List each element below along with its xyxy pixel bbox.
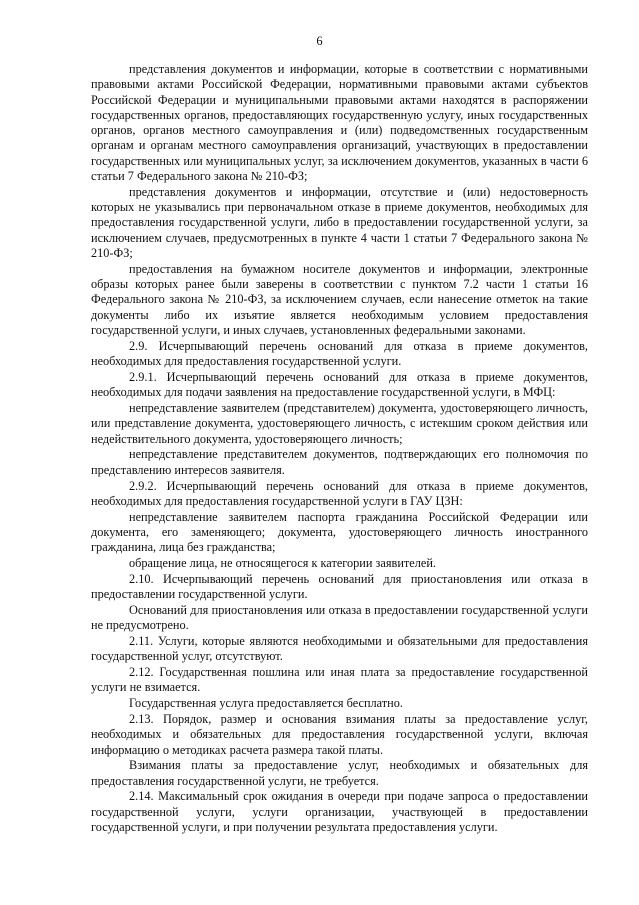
paragraph: Взимания платы за предоставление услуг, необходимых и обязательных для предоставления государственной услуги, не требуется. [91,758,588,788]
paragraph: 2.10. Исчерпывающий перечень оснований для приостановления или отказа в предоставлении государственной услуги. [91,571,588,602]
paragraph: 2.9.2. Исчерпывающий перечень оснований для отказа в приеме документов, необходимых для предоставления государственной услуги в ГАУ ЦЗН: [91,478,588,508]
paragraph: 2.14. Максимальный срок ожидания в очереди при подаче запроса о предоставлении государственной услуги, услуги организации, участвующей в предоставлении государственной услуги, и при получении результата предоставления услуги. [91,789,588,835]
paragraph: 2.9.1. Исчерпывающий перечень оснований для отказа в приеме документов, необходимых для подачи заявления на предоставление государственной услуги, в МФЦ: [91,369,588,400]
page-number: 6 [316,34,323,48]
paragraph: представления документов и информации, которые в соответствии с нормативными правовыми актами Российской Федерации, нормативными правовыми актами субъектов Российской Федерации и муниципальными правовыми актами находятся в распоряжении государственных органов, предоставляющих государственную услугу, иных государственных органов, органов местного самоуправления и (или) подведомственных государственным органам и органам местного самоуправления организаций, участвующих в предоставлении государственных или муниципальных услуг, за исключением документов, указанных в части 6 статьи 7 Федерального закона № 210-ФЗ; [91,62,588,184]
document-body [91,62,588,836]
paragraph: 2.13. Порядок, размер и основания взимания платы за предоставление услуг, необходимых и обязательных для предоставления государственной услуги, включая информацию о методиках расчета размера такой платы. [91,711,588,757]
paragraph: обращение лица, не относящегося к категории заявителей. [129,556,436,570]
paragraph: Оснований для приостановления или отказа в предоставлении государственной услуги не предусмотрено. [91,602,588,633]
paragraph: 2.9. Исчерпывающий перечень оснований для отказа в приеме документов, необходимых для предоставления государственной услуги. [91,338,588,369]
paragraph: непредставление заявителем паспорта гражданина Российской Федерации или документа, его заменяющего; документа, удостоверяющего личность иностранного гражданина, лица без гражданства; [91,509,588,555]
paragraph: 2.11. Услуги, которые являются необходимыми и обязательными для предоставления государственной услуг, отсутствуют. [91,633,588,664]
paragraph: Государственная услуга предоставляется бесплатно. [129,696,403,711]
paragraph: представления документов и информации, отсутствие и (или) недостоверность которых не указывались при первоначальном отказе в приеме документов, необходимых для предоставления государственной услуги, либо в предоставлении государственной услуги, за исключением случаев, предусмотренных в пункте 4 части 1 статьи 7 Федерального закона № 210-ФЗ; [91,184,588,261]
paragraph: 2.12. Государственная пошлина или иная плата за предоставление государственной услуги не взимается. [91,665,588,695]
paragraph: непредставление представителем документов, подтверждающих его полномочия по представлению интересов заявителя. [91,447,588,477]
paragraph: непредставление заявителем (представителем) документа, удостоверяющего личность, или представление документа, удостоверяющего личность, с истекшим сроком действия или недействительного документа, удостоверяющего личность; [91,401,588,446]
paragraph: предоставления на бумажном носителе документов и информации, электронные образы которых ранее были заверены в соответствии с пунктом 7.2 части 1 статьи 16 Федерального закона № 210-ФЗ, за исключением случаев, если нанесение отметок на такие документы либо их изъятие является необходимым условием предоставления государственной услуги, и иных случаев, установленных федеральными законами. [91,261,588,338]
